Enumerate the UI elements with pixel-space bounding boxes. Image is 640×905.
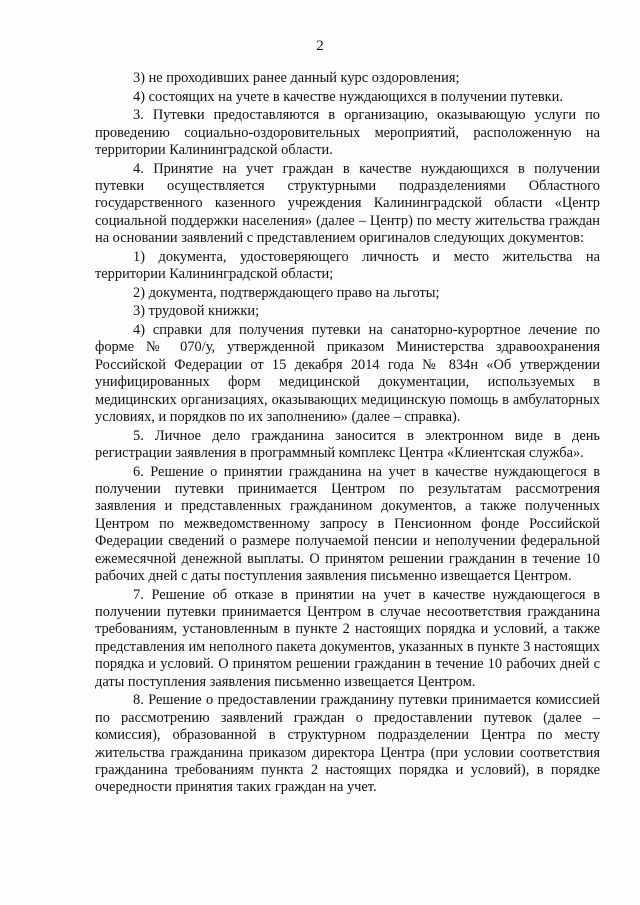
paragraph-4-item-4: 4) справки для получения путевки на санаторно-курортное лечение по форме № 070/у, утвержденной приказом Министерства здравоохранения Российской Федерации от 15 декабря 2014 года № 834н «Об утверждении унифицированных форм медицинской документации, используемых в медицинских организациях, оказывающих медицинскую помощь в амбулаторных условиях, и порядков по их заполнению» (далее – справка).	[95, 322, 600, 426]
paragraph-sub-3: 3) не проходивших ранее данный курс оздоровления;	[133, 70, 460, 86]
paragraph-6: 6. Решение о принятии гражданина на учет в качестве нуждающегося в получении путевки принимается Центром по результатам рассмотрения заявления и представленных гражданином документов, а также полученных Центром по межведомственному запросу в Пенсионном фонде Российской Федерации сведений о размере получаемой пенсии и неполучении федеральной ежемесячной денежной выплаты. О принятом решении гражданин в течение 10 рабочих дней с даты поступления заявления письменно извещается Центром.	[95, 463, 600, 585]
paragraph-7: 7. Решение об отказе в принятии на учет в качестве нуждающегося в получении путевки принимается Центром в случае несоответствия гражданина требованиям, установленным в пункте 2 настоящих порядка и условий, а также представления им неполного пакета документов, указанных в пункте 3 настоящих порядка и условий. О принятом решении гражданин в течение 10 рабочих дней с даты поступления заявления письменно извещается Центром.	[95, 586, 600, 690]
paragraph-3: 3. Путевки предоставляются в организацию, оказывающую услуги по проведению социально-оздоровительных мероприятий, расположенную на территории Калининградской области.	[95, 107, 600, 158]
page-number: 2	[316, 38, 324, 54]
paragraph-4-item-3: 3) трудовой книжки;	[133, 303, 260, 320]
paragraph-4-item-2: 2) документа, подтверждающего право на льготы;	[133, 284, 440, 301]
paragraph-sub-4: 4) состоящих на учете в качестве нуждающихся в получении путевки.	[133, 88, 563, 105]
paragraph-4: 4. Принятие на учет граждан в качестве нуждающихся в получении путевки осуществляется структурными подразделениями Областного государственного казенного учреждения Калининградской области «Центр социальной поддержки населения» (далее – Центр) по месту жительства граждан на основании заявлений с представлением оригиналов следующих документов:	[95, 160, 600, 247]
paragraph-5: 5. Личное дело гражданина заносится в электронном виде в день регистрации заявления в программный комплекс Центра «Клиентская служба».	[95, 427, 600, 462]
paragraph-8: 8. Решение о предоставлении гражданину путевки принимается комиссией по рассмотрению заявлений граждан о предоставлении путевок (далее – комиссия), образованной в структурном подразделении Центра по месту жительства гражданина приказом директора Центра (при условии соответствия гражданина требованиям пункта 2 настоящих порядка и условий), в порядке очередности принятия таких граждан на учет.	[95, 692, 600, 796]
document-body	[95, 70, 600, 798]
paragraph-4-item-1: 1) документа, удостоверяющего личность и место жительства на территории Калининградской области;	[95, 248, 600, 283]
